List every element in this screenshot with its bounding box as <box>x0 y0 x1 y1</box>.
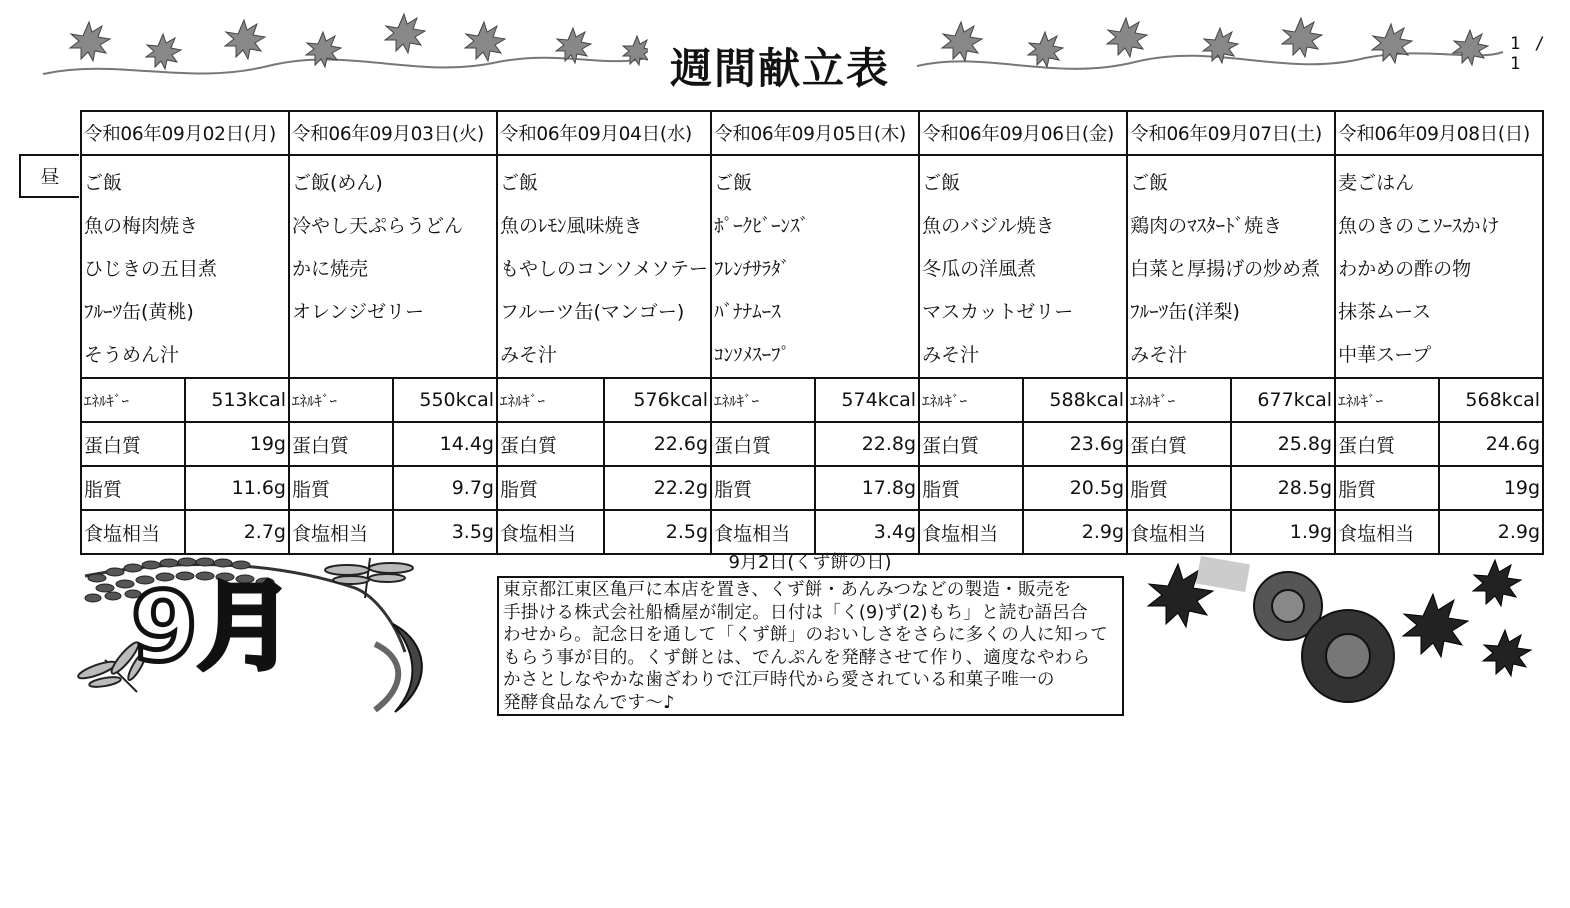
dish-item: わかめの酢の物 <box>1338 258 1472 280</box>
salt-label: 食塩相当 <box>1335 510 1439 554</box>
page-number: 1 / 1 <box>1510 34 1547 74</box>
salt-label: 食塩相当 <box>711 510 815 554</box>
energy-value: 574kcal <box>815 378 919 422</box>
energy-label: ｴﾈﾙｷﾞｰ <box>497 378 604 422</box>
energy-label: ｴﾈﾙｷﾞｰ <box>81 378 185 422</box>
protein-label: 蛋白質 <box>497 422 604 466</box>
chestnut-icon <box>1254 572 1394 702</box>
dish-item: かに焼売 <box>292 258 369 280</box>
energy-value: 550kcal <box>393 378 497 422</box>
fat-value: 17.8g <box>815 466 919 510</box>
note-line: 発酵食品なんです～♪ <box>503 692 675 713</box>
dish-item: ｺﾝｿﾒｽｰﾌﾟ <box>714 344 791 366</box>
page-title: 週間献立表 <box>669 44 890 93</box>
salt-label: 食塩相当 <box>497 510 604 554</box>
dish-item: ご飯 <box>1130 172 1169 194</box>
date-header: 令和06年09月07日(土) <box>1127 111 1335 155</box>
fat-value: 9.7g <box>393 466 497 510</box>
dish-item: ﾌﾙｰﾂ缶(黄桃) <box>84 301 194 323</box>
fat-row <box>81 466 1543 510</box>
protein-value: 22.6g <box>604 422 711 466</box>
dish-item: ご飯(めん) <box>292 172 383 194</box>
protein-label: 蛋白質 <box>81 422 185 466</box>
note-line: わせから。記念日を通して「くず餅」のおいしさをさらに多くの人に知って <box>503 625 1108 645</box>
maple-leaf-icon <box>915 6 1505 94</box>
energy-label: ｴﾈﾙｷﾞｰ <box>711 378 815 422</box>
protein-value: 19g <box>185 422 289 466</box>
dish-item: ﾌﾚﾝﾁｻﾗﾀﾞ <box>714 258 791 280</box>
salt-label: 食塩相当 <box>81 510 185 554</box>
dish-item: みそ汁 <box>922 344 980 366</box>
dragonfly-icon <box>325 558 413 598</box>
fat-label: 脂質 <box>1127 466 1231 510</box>
protein-label: 蛋白質 <box>289 422 393 466</box>
dish-cell <box>289 155 497 378</box>
protein-value: 23.6g <box>1023 422 1127 466</box>
dish-item: マスカットゼリー <box>922 301 1074 323</box>
dish-cell <box>1127 155 1335 378</box>
protein-row <box>81 422 1543 466</box>
dish-item: ﾌﾙｰﾂ缶(洋梨) <box>1130 301 1240 323</box>
dish-cell <box>711 155 919 378</box>
energy-label: ｴﾈﾙｷﾞｰ <box>289 378 393 422</box>
dish-item: みそ汁 <box>500 344 558 366</box>
note-line: もらう事が目的。くず餅とは、でんぷんを発酵させて作り、適度なやわら <box>503 647 1091 668</box>
note-line: 東京都江東区亀戸に本店を置き、くず餅・あんみつなどの製造・販売を <box>503 580 1072 600</box>
fat-value: 11.6g <box>185 466 289 510</box>
dish-item: ご飯 <box>500 172 539 194</box>
protein-value: 22.8g <box>815 422 919 466</box>
fat-value: 22.2g <box>604 466 711 510</box>
dish-item: そうめん汁 <box>84 344 180 366</box>
fat-value: 20.5g <box>1023 466 1127 510</box>
fat-label: 脂質 <box>289 466 393 510</box>
dish-cell <box>81 155 289 378</box>
date-row <box>81 111 1543 155</box>
date-header: 令和06年09月08日(日) <box>1335 111 1543 155</box>
date-header: 令和06年09月03日(火) <box>289 111 497 155</box>
september-art <box>75 552 445 722</box>
dish-item: 魚のきのこｿｰｽかけ <box>1338 215 1500 237</box>
protein-value: 25.8g <box>1231 422 1335 466</box>
protein-label: 蛋白質 <box>1335 422 1439 466</box>
energy-label: ｴﾈﾙｷﾞｰ <box>919 378 1023 422</box>
energy-row <box>81 378 1543 422</box>
salt-value: 2.7g <box>185 510 289 554</box>
dish-item: みそ汁 <box>1130 344 1188 366</box>
fat-label: 脂質 <box>919 466 1023 510</box>
leaf-garland-right <box>915 6 1505 94</box>
date-header: 令和06年09月02日(月) <box>81 111 289 155</box>
protein-value: 14.4g <box>393 422 497 466</box>
dish-item: フルーツ缶(マンゴー) <box>500 301 685 323</box>
protein-value: 24.6g <box>1439 422 1543 466</box>
salt-label: 食塩相当 <box>919 510 1023 554</box>
dish-cell <box>1335 155 1543 378</box>
dish-item: もやしのコンソメソテー <box>500 258 709 280</box>
meal-label-lunch: 昼 <box>19 154 79 198</box>
dish-item: ひじきの五目煮 <box>84 258 218 280</box>
dish-item: ご飯 <box>922 172 961 194</box>
salt-value: 2.5g <box>604 510 711 554</box>
dish-item: 中華スープ <box>1338 344 1432 366</box>
dish-item: 白菜と厚揚げの炒め煮 <box>1130 258 1321 280</box>
autumn-art <box>1128 556 1533 726</box>
energy-value: 568kcal <box>1439 378 1543 422</box>
dish-item: 魚の梅肉焼き <box>84 215 199 237</box>
energy-value: 588kcal <box>1023 378 1127 422</box>
dish-cell <box>497 155 711 378</box>
fat-label: 脂質 <box>81 466 185 510</box>
protein-label: 蛋白質 <box>711 422 815 466</box>
date-header: 令和06年09月04日(水) <box>497 111 711 155</box>
note-text-box <box>497 576 1124 716</box>
note-line: 手掛ける株式会社船橋屋が制定。日付は「く(9)ず(2)もち」と読む語呂合 <box>503 602 1088 623</box>
protein-label: 蛋白質 <box>919 422 1023 466</box>
dish-item: ﾎﾟｰｸﾋﾞｰﾝｽﾞ <box>714 215 810 237</box>
salt-value: 3.4g <box>815 510 919 554</box>
note-title: 9月2日(くず餅の日) <box>728 552 892 573</box>
dish-item <box>292 334 494 377</box>
dish-item: ご飯 <box>84 172 123 194</box>
energy-value: 576kcal <box>604 378 711 422</box>
fat-label: 脂質 <box>711 466 815 510</box>
fat-label: 脂質 <box>1335 466 1439 510</box>
salt-label: 食塩相当 <box>1127 510 1231 554</box>
energy-label: ｴﾈﾙｷﾞｰ <box>1335 378 1439 422</box>
date-header: 令和06年09月06日(金) <box>919 111 1127 155</box>
dish-item: オレンジゼリー <box>292 301 425 323</box>
dish-item: 抹茶ムース <box>1338 301 1432 323</box>
energy-label: ｴﾈﾙｷﾞｰ <box>1127 378 1231 422</box>
note-line: かさとしなやかな歯ざわりで江戸時代から愛されている和菓子唯一の <box>503 670 1055 690</box>
fat-value: 28.5g <box>1231 466 1335 510</box>
fat-value: 19g <box>1439 466 1543 510</box>
salt-value: 2.9g <box>1439 510 1543 554</box>
energy-value: 677kcal <box>1231 378 1335 422</box>
dish-item: 麦ごはん <box>1338 172 1415 194</box>
dish-item: 魚のﾚﾓﾝ風味焼き <box>500 215 643 237</box>
dish-item: ﾊﾞﾅﾅﾑｰｽ <box>714 301 781 323</box>
salt-value: 2.9g <box>1023 510 1127 554</box>
leaf-garland-left <box>38 6 648 94</box>
energy-value: 513kcal <box>185 378 289 422</box>
salt-label: 食塩相当 <box>289 510 393 554</box>
salt-value: 3.5g <box>393 510 497 554</box>
protein-label: 蛋白質 <box>1127 422 1231 466</box>
dish-item: 冷やし天ぷらうどん <box>292 215 464 237</box>
weekly-menu-table <box>80 110 1544 555</box>
dish-item: 鶏肉のﾏｽﾀｰﾄﾞ焼き <box>1130 215 1283 237</box>
fat-label: 脂質 <box>497 466 604 510</box>
dish-item: ご飯 <box>714 172 753 194</box>
date-header: 令和06年09月05日(木) <box>711 111 919 155</box>
dish-item: 魚のバジル焼き <box>922 215 1055 237</box>
dish-item: 冬瓜の洋風煮 <box>922 258 1037 280</box>
dishes-row <box>81 155 1543 378</box>
maple-leaf-icon <box>38 6 648 94</box>
dish-cell <box>919 155 1127 378</box>
salt-value: 1.9g <box>1231 510 1335 554</box>
month-number-art: 9月 <box>131 571 294 683</box>
